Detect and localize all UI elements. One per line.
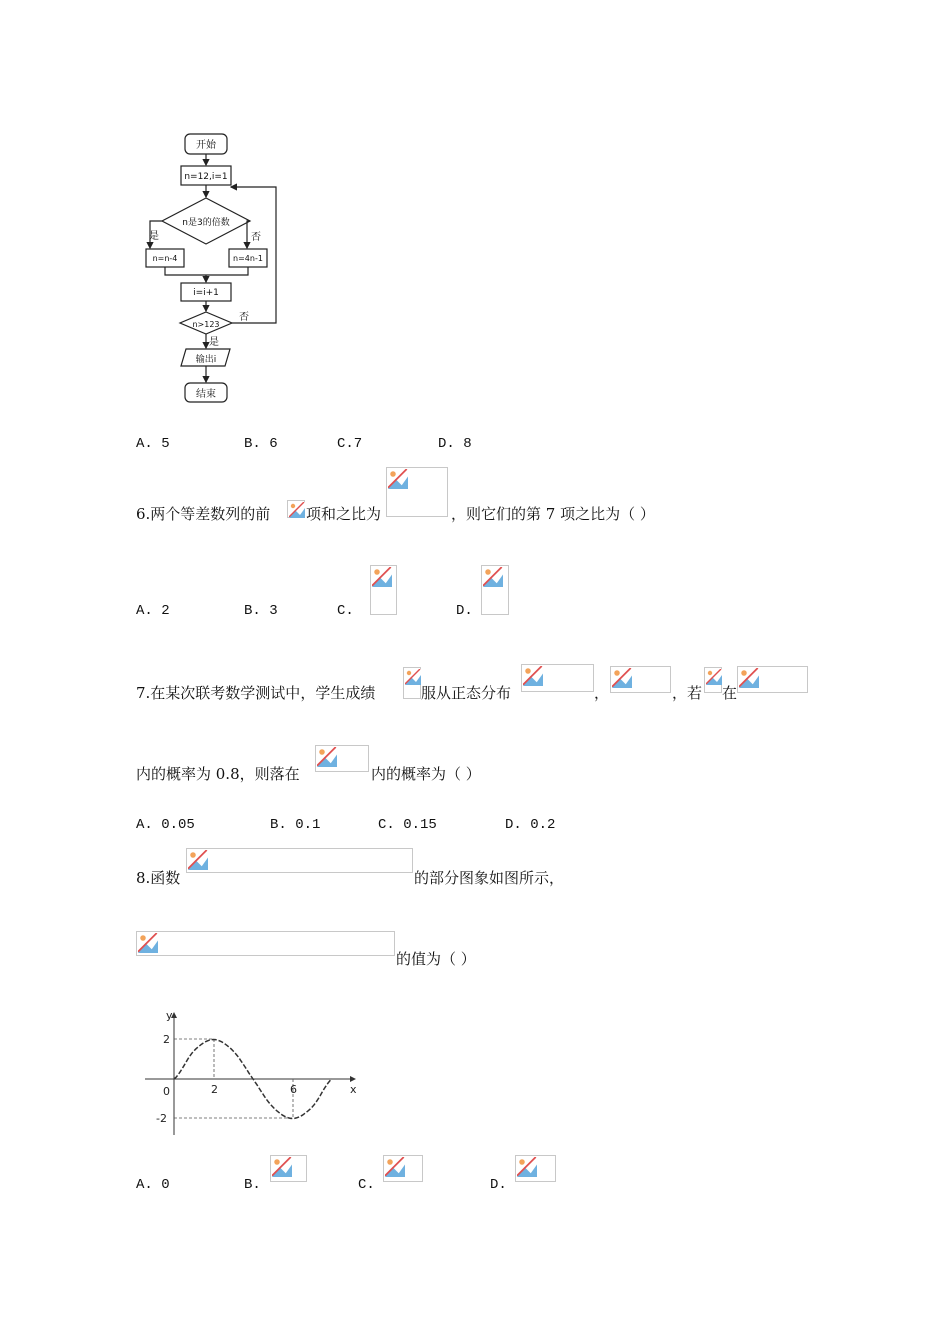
q6-option-c-formula-image-icon — [370, 565, 397, 615]
q6-text-part3: ，则它们的第 7 项之比为（ ） — [451, 505, 655, 523]
q7-formula-interval2-image-icon — [315, 745, 369, 772]
q6-text-part1: 6.两个等差数列的前 — [136, 505, 271, 523]
q7-line2-part-a: 内的概率为 0.8，则落在 — [136, 765, 300, 783]
q6-option-b: B. 3 — [244, 603, 278, 619]
flowchart-cond1-label: n是3的倍数 — [182, 218, 230, 228]
q5-option-b: B. 6 — [244, 436, 278, 452]
q7-formula-interval1-image-icon — [737, 666, 808, 693]
flowchart-no2-label: 否 — [239, 312, 249, 323]
q7-text-part2: 服从正态分布 — [421, 684, 512, 702]
flowchart-branch-no-label: n=4n-1 — [233, 254, 263, 263]
flowchart-no-label: 否 — [251, 232, 261, 243]
q7-comma-1: ， — [594, 684, 610, 702]
q7-formula-x-image-icon — [403, 667, 421, 699]
q8-formula-function-image-icon — [186, 848, 413, 873]
q8-line2-text: 的值为（ ） — [396, 950, 476, 968]
sine-graph — [140, 1005, 370, 1145]
flowchart-branch-yes-label: n=n-4 — [152, 254, 178, 263]
q8-option-b: B. — [244, 1177, 261, 1193]
x-axis-label: x — [350, 1083, 357, 1096]
q6-option-c: C. — [337, 603, 354, 619]
q8-option-b-formula-image-icon — [270, 1155, 307, 1182]
q7-text-part3: 在 — [722, 684, 738, 702]
q7-formula-distribution-image-icon — [521, 664, 594, 692]
y-min-label: -2 — [156, 1112, 167, 1125]
q8-formula-expression-image-icon — [136, 931, 395, 956]
q6-text-part2: 项和之比为 — [306, 505, 382, 523]
q6-option-a: A. 2 — [136, 603, 170, 619]
q7-option-d: D. 0.2 — [505, 817, 556, 833]
q5-option-c: C.7 — [337, 436, 363, 452]
q8-option-c: C. — [358, 1177, 375, 1193]
flowchart-increment-label: i=i+1 — [193, 288, 219, 298]
flowchart-output-label: 输出i — [195, 355, 217, 365]
flowchart-end-label: 结束 — [196, 389, 216, 400]
y-max-label: 2 — [163, 1033, 170, 1046]
q6-formula-n-image-icon — [287, 500, 305, 518]
q7-formula-sigma-image-icon — [610, 666, 671, 693]
q6-option-d: D. — [456, 603, 473, 619]
q8-option-c-formula-image-icon — [383, 1155, 423, 1182]
x-tick-2-label: 2 — [211, 1083, 218, 1096]
q8-option-d: D. — [490, 1177, 507, 1193]
q7-text-part1: 7.在某次联考数学测试中，学生成绩 — [136, 684, 376, 702]
q8-text-part1: 8.函数 — [136, 869, 181, 887]
q7-option-c: C. 0.15 — [378, 817, 437, 833]
q6-formula-ratio-image-icon — [386, 467, 448, 517]
flowchart-yes2-label: 是 — [209, 337, 219, 348]
flowchart — [130, 125, 290, 410]
flowchart-cond2-label: n>123 — [192, 320, 220, 329]
q7-option-a: A. 0.05 — [136, 817, 195, 833]
x-tick-6-label: 6 — [290, 1083, 297, 1096]
q7-formula-x2-image-icon — [704, 667, 722, 693]
q7-line2-part-b: 内的概率为（ ） — [371, 765, 481, 783]
q7-comma-2: ，若 — [672, 684, 703, 702]
y-axis-label: y — [166, 1009, 173, 1022]
q7-option-b: B. 0.1 — [270, 817, 321, 833]
q8-option-a: A. 0 — [136, 1177, 170, 1193]
origin-label: 0 — [163, 1085, 170, 1098]
q6-option-d-formula-image-icon — [481, 565, 509, 615]
flowchart-yes-label: 是 — [149, 231, 159, 242]
flowchart-init-label: n=12,i=1 — [184, 172, 228, 182]
q8-text-part2: 的部分图象如图所示， — [414, 869, 565, 887]
q5-option-d: D. 8 — [438, 436, 472, 452]
q5-option-a: A. 5 — [136, 436, 170, 452]
q8-option-d-formula-image-icon — [515, 1155, 556, 1182]
flowchart-start-label: 开始 — [196, 140, 216, 151]
